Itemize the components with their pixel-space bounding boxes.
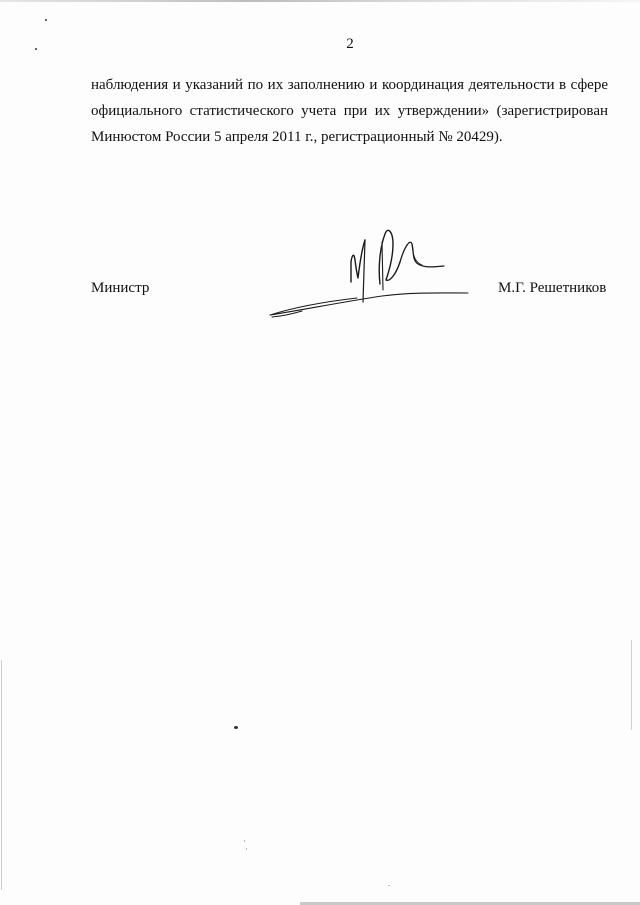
scan-left-edge bbox=[1, 660, 2, 890]
signatory-title: Министр bbox=[91, 280, 150, 296]
scan-speck bbox=[246, 848, 247, 850]
scan-speck bbox=[234, 726, 238, 729]
body-paragraph bbox=[91, 72, 608, 150]
scan-right-edge bbox=[631, 640, 632, 730]
page-number: 2 bbox=[346, 36, 354, 52]
scan-speck bbox=[45, 19, 47, 21]
body-line: официального статистического учета при их утверждении» (зарегистрирован bbox=[91, 103, 608, 119]
handwritten-signature bbox=[262, 222, 477, 322]
signatory-name: М.Г. Решетников bbox=[498, 280, 607, 296]
scan-speck bbox=[388, 885, 390, 886]
scan-top-edge bbox=[0, 0, 640, 2]
scan-speck bbox=[244, 840, 245, 842]
body-line: Минюстом России 5 апреля 2011 г., регистрационный № 20429). bbox=[91, 129, 503, 145]
body-line: наблюдения и указаний по их заполнению и координация деятельности в сфере bbox=[91, 77, 608, 93]
